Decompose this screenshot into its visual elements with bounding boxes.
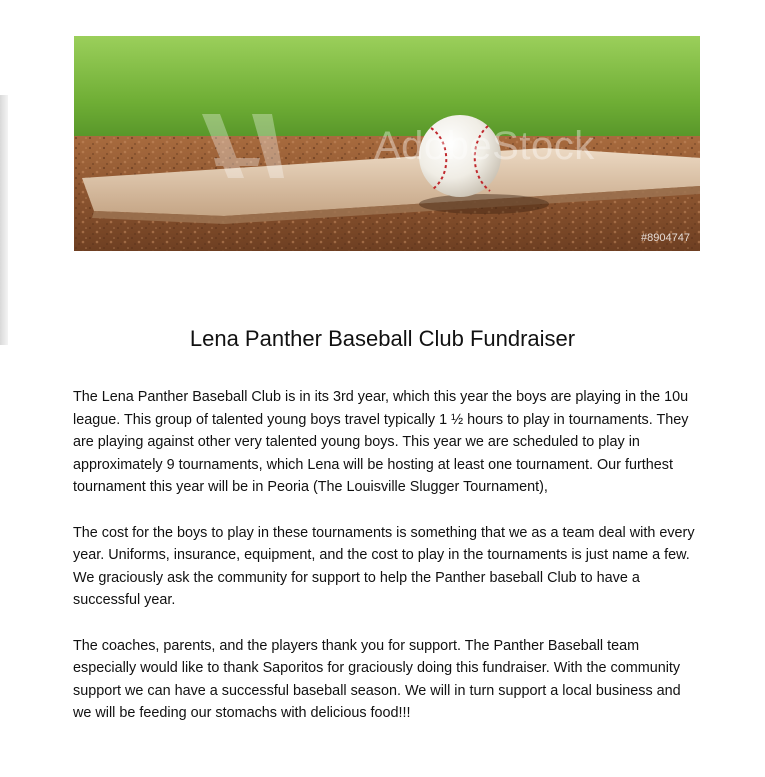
watermark-text: AdobeStock	[374, 124, 595, 168]
document-title: Lena Panther Baseball Club Fundraiser	[189, 326, 576, 351]
hero-image	[74, 36, 700, 251]
paragraph: The Lena Panther Baseball Club is in its 3rd year, which this year the boys are playing in the 10u league. This group of talented young boys travel typically 1 ½ hours to play in tournaments. They are playing against other very talented young boys. This year we are scheduled to play in approximately 9 tournaments, which Lena will be hosting at least one tournament. Our furthest tournament this year will be in Peoria (The Louisville Slugger Tournament),	[73, 389, 689, 495]
page-edge-shadow	[0, 95, 8, 345]
paragraph: The coaches, parents, and the players thank you for support. The Panther Baseball team especially would like to thank Saporitos for graciously doing this fundraiser. With the community support we can have a successful baseball season. We will in turn support a local business and we will be feeding our stomachs with delicious food!!!	[73, 637, 681, 721]
paragraph: The cost for the boys to play in these tournaments is something that we as a team deal with every year. Uniforms, insurance, equipment, and the cost to play in the tournaments is just name a few. We graciously ask the community for support to help the Panther baseball Club to have a successful year.	[73, 524, 695, 608]
stock-id: #8904747	[641, 232, 690, 244]
document-body	[73, 386, 703, 748]
